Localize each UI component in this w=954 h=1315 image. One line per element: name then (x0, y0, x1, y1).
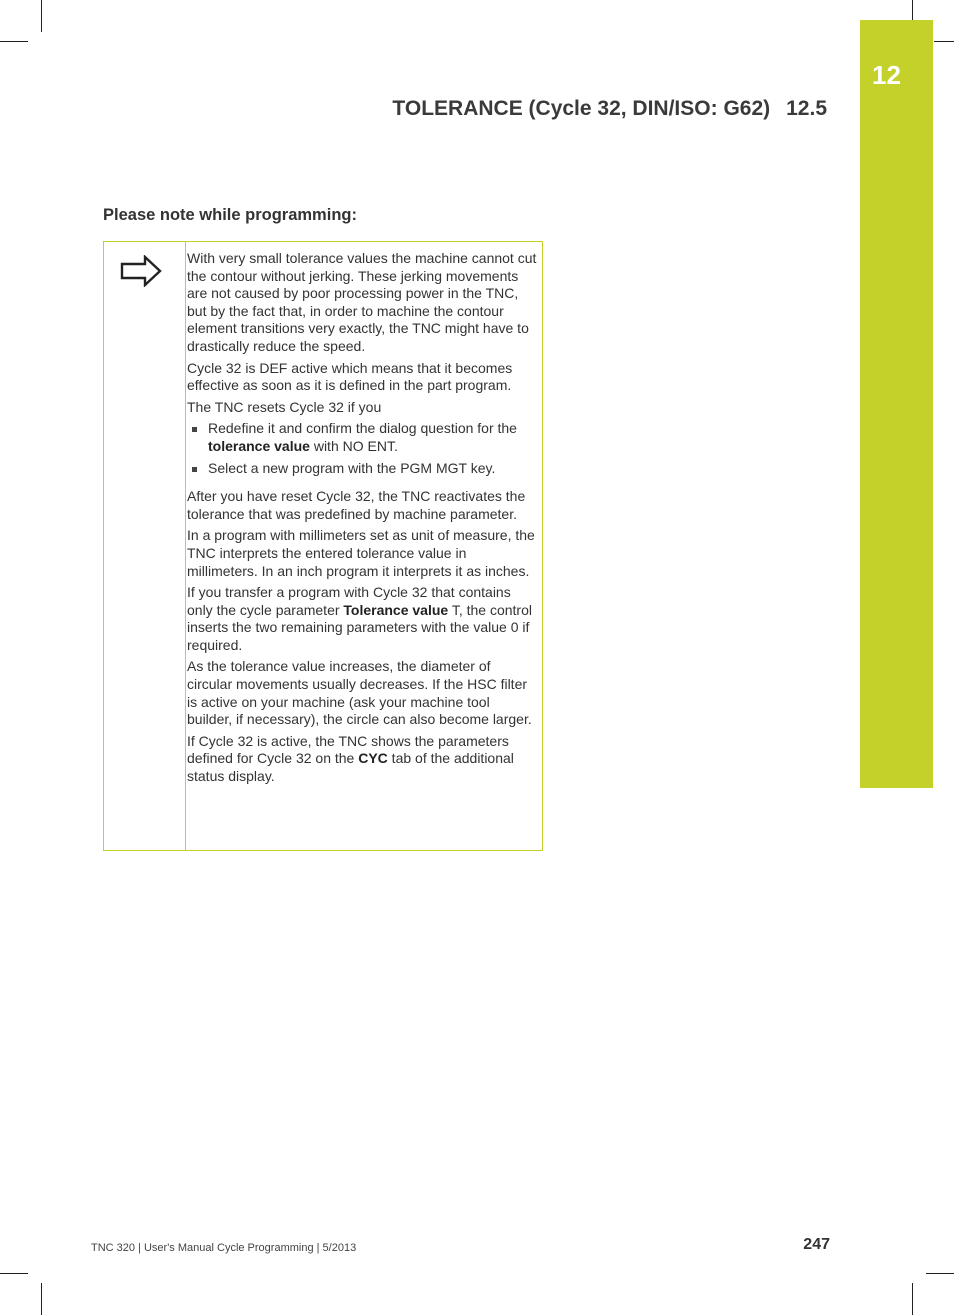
list-item: Select a new program with the PGM MGT key. (187, 460, 537, 478)
crop-mark (41, 0, 42, 32)
note-paragraph: With very small tolerance values the machine cannot cut the contour without jerking. These jerking movements are not caused by poor processing power in the TNC, but by the fact that, in order to machine the contour element transitions very exactly, the TNC might have to drastically reduce the speed. (187, 250, 537, 354)
chapter-tab (860, 20, 933, 788)
chapter-number: 12 (872, 60, 901, 90)
crop-mark (934, 41, 954, 42)
note-paragraph: After you have reset Cycle 32, the TNC reactivates the tolerance that was predefined by machine parameter. (187, 488, 526, 522)
crop-mark (0, 41, 28, 42)
crop-mark (926, 1273, 954, 1274)
crop-mark (41, 1283, 42, 1315)
note-divider (185, 242, 186, 850)
header-section: 12.5 (786, 97, 827, 120)
note-paragraph: If Cycle 32 is active, the TNC shows the parameters defined for Cycle 32 on the CYC tab of the additional status display. (187, 732, 514, 785)
crop-mark (912, 0, 913, 20)
crop-mark (0, 1273, 28, 1274)
note-paragraph: In a program with millimeters set as unit of measure, the TNC interprets the entered tolerance value in millimeters. In an inch program it interprets it as inches. (187, 527, 535, 579)
page-number: 247 (803, 1236, 830, 1253)
note-paragraph: As the tolerance value increases, the diameter of circular movements usually decreases. If the HSC filter is active on your machine (ask your machine tool builder, if necessary), the circle can also become larger. (187, 658, 532, 728)
bullet-square-icon (192, 427, 197, 432)
note-paragraph: If you transfer a program with Cycle 32 that contains only the cycle parameter Tolerance value T, the control inserts the two remaining parameters with the value 0 if required. (187, 584, 532, 653)
right-arrow-icon (120, 255, 162, 287)
crop-mark (912, 1283, 913, 1315)
note-paragraph: The TNC resets Cycle 32 if you (187, 398, 382, 415)
sub-heading: Please note while programming: (103, 206, 357, 224)
reset-conditions-list (187, 420, 537, 477)
bullet-square-icon (192, 467, 197, 472)
note-paragraph: Cycle 32 is DEF active which means that it becomes effective as soon as it is defined in the part program. (187, 359, 513, 394)
header-title: TOLERANCE (Cycle 32, DIN/ISO: G62) (392, 97, 771, 120)
note-box (103, 241, 543, 851)
page-header (392, 97, 827, 121)
footer-text: TNC 320 | User's Manual Cycle Programming | 5/2013 (91, 1242, 357, 1254)
note-content (187, 250, 537, 790)
list-item: Redefine it and confirm the dialog question for the tolerance value with NO ENT. (187, 420, 537, 455)
